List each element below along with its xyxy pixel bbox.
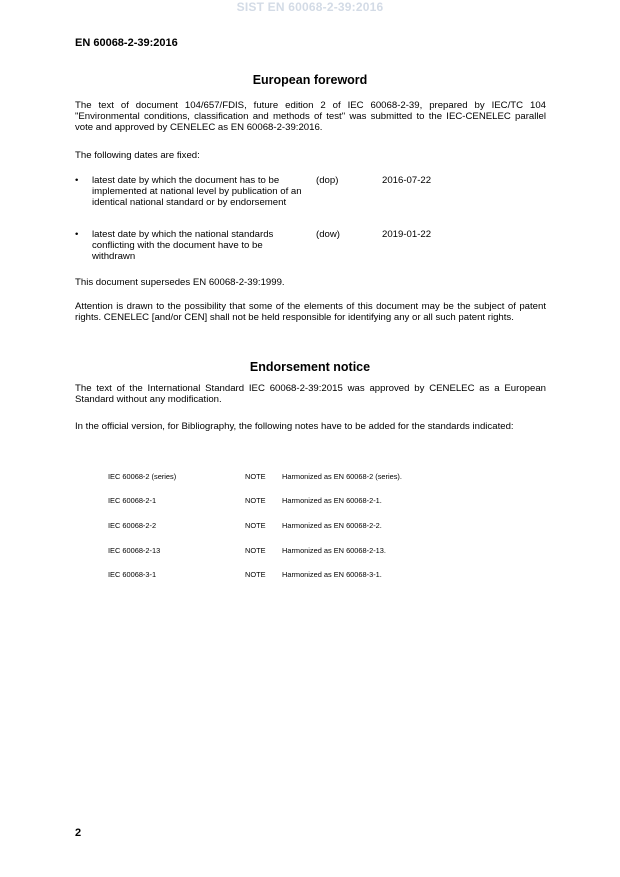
date-item-text: latest date by which the document has to be implemented at national level by publication of an identical national standard or by endorsement bbox=[92, 175, 302, 209]
note-label: NOTE bbox=[245, 546, 266, 555]
patent-attention: Attention is drawn to the possibility that some of the elements of this document may be the subject of patent rights. CENELEC [and/or CEN] shall not be held responsible for identifying any or all such patent rights. bbox=[75, 301, 546, 324]
endorsement-title: Endorsement notice bbox=[249, 360, 371, 374]
date-item-date: 2019-01-22 bbox=[382, 229, 432, 240]
bibliography-intro: In the official version, for Bibliography, the following notes have to be added for the standards indicated: bbox=[75, 421, 514, 432]
supersedes-text: This document supersedes EN 60068-2-39:1999. bbox=[75, 277, 285, 288]
note-text: Harmonized as EN 60068-3-1. bbox=[282, 570, 382, 579]
foreword-intro: The text of document 104/657/FDIS, future edition 2 of IEC 60068-2-39, prepared by IEC/TC 104 "Environmental conditions, classification and methods of test" was submitted to the IEC-CENELEC parallel vote and approved by CENELEC as EN 60068-2-39:2016. bbox=[75, 100, 546, 134]
note-text: Harmonized as EN 60068-2-1. bbox=[282, 496, 382, 505]
date-item-date: 2016-07-22 bbox=[382, 175, 432, 186]
note-text: Harmonized as EN 60068-2-2. bbox=[282, 521, 382, 530]
page-number: 2 bbox=[75, 827, 82, 839]
note-label: NOTE bbox=[245, 496, 266, 505]
date-item-code: (dow) bbox=[316, 229, 340, 240]
date-item-code: (dop) bbox=[316, 175, 339, 186]
note-standard: IEC 60068-2-13 bbox=[108, 546, 161, 555]
note-standard: IEC 60068-2-1 bbox=[108, 496, 157, 505]
watermark: SIST EN 60068-2-39:2016 bbox=[236, 0, 384, 14]
foreword-title: European foreword bbox=[252, 73, 368, 87]
bullet-icon: • bbox=[75, 229, 79, 240]
note-label: NOTE bbox=[245, 472, 266, 481]
bullet-icon: • bbox=[75, 175, 79, 186]
dates-intro: The following dates are fixed: bbox=[75, 150, 200, 161]
note-label: NOTE bbox=[245, 570, 266, 579]
endorsement-text: The text of the International Standard IEC 60068-2-39:2015 was approved by CENELEC as a European Standard without any modification. bbox=[75, 383, 546, 406]
note-label: NOTE bbox=[245, 521, 266, 530]
note-standard: IEC 60068-2-2 bbox=[108, 521, 157, 530]
note-standard: IEC 60068-2 (series) bbox=[108, 472, 177, 481]
date-item-text: latest date by which the national standards conflicting with the document have to be withdrawn bbox=[92, 229, 274, 263]
note-text: Harmonized as EN 60068-2-13. bbox=[282, 546, 386, 555]
document-id: EN 60068-2-39:2016 bbox=[75, 37, 178, 49]
note-standard: IEC 60068-3-1 bbox=[108, 570, 157, 579]
note-text: Harmonized as EN 60068-2 (series). bbox=[282, 472, 402, 481]
